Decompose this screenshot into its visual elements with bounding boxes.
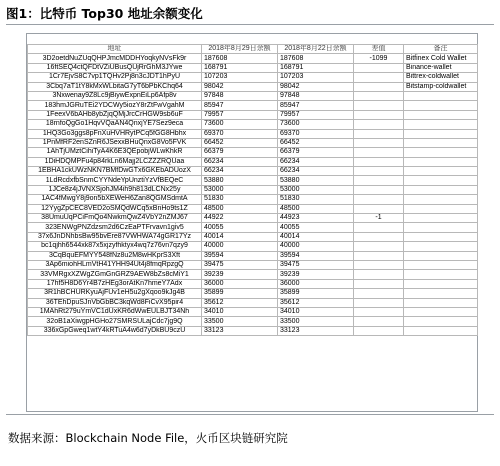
cell-balance-aug29: 66234 [202, 157, 278, 166]
cell-note [404, 270, 478, 279]
table-row [28, 110, 478, 119]
cell-balance-aug29: 34010 [202, 307, 278, 316]
cell-note [404, 157, 478, 166]
cell-balance-aug22: 85947 [278, 101, 354, 110]
cell-note [404, 214, 478, 223]
cell-balance-aug22: 48500 [278, 204, 354, 213]
cell-address: 1DiHDQMPFu4p84rkLn6Majj2LCZZZRQUaa [28, 157, 202, 166]
cell-difference [354, 195, 404, 204]
cell-difference [354, 63, 404, 72]
cell-balance-aug22: 40055 [278, 223, 354, 232]
cell-note [404, 91, 478, 100]
cell-address: 1EBHA1ckUWzNKN7BMfDwGTx6GKEbADUozX [28, 167, 202, 176]
cell-address: 36TEhDpuSJnVbGbBC3kqWd8FiCvX95pir4 [28, 298, 202, 307]
cell-address: 3D2oetdNuZUqQHPJmcMDDHYoqkyNVsFk9r [28, 54, 202, 63]
cell-address: 336xGpGweq1wtY4kRTuA4w6d7yDkBU9czU [28, 326, 202, 335]
cell-difference [354, 326, 404, 335]
header-address: 地址 [28, 45, 202, 54]
cell-address: 1PnMfRF2enSZnR6JSexxBHuQnxG8Vo5FVK [28, 138, 202, 147]
cell-address: 1HQ3Go3ggs8pFnXuHVHRytPCq5fGG8Hbhx [28, 129, 202, 138]
bottom-divider [6, 414, 494, 415]
table-row [28, 138, 478, 147]
cell-balance-aug22: 39594 [278, 251, 354, 260]
cell-address: 1AhTjUMztCihiTyA4K6E3QEpobjWLwKhkR [28, 148, 202, 157]
cell-note [404, 101, 478, 110]
table-row [28, 307, 478, 316]
cell-balance-aug22: 66452 [278, 138, 354, 147]
cell-balance-aug22: 35612 [278, 298, 354, 307]
cell-note [404, 317, 478, 326]
cell-note [404, 223, 478, 232]
cell-balance-aug22: 69370 [278, 129, 354, 138]
table-row [28, 251, 478, 260]
table-row [28, 120, 478, 129]
table-row [28, 73, 478, 82]
cell-difference [354, 204, 404, 213]
table-row [28, 223, 478, 232]
table-row [28, 195, 478, 204]
cell-balance-aug22: 51830 [278, 195, 354, 204]
cell-note [404, 148, 478, 157]
cell-balance-aug22: 53000 [278, 185, 354, 194]
cell-balance-aug22: 40000 [278, 242, 354, 251]
cell-address: 32oB1aXiwgpHGHo27SMRSULajCdc7jg9Q [28, 317, 202, 326]
cell-address: bc1qjhh6544xk87x5xjzyfhktyx4wq7z76vn7qzy9 [28, 242, 202, 251]
cell-balance-aug29: 98042 [202, 82, 278, 91]
cell-balance-aug29: 36000 [202, 279, 278, 288]
header-note: 备注 [404, 45, 478, 54]
cell-balance-aug29: 39475 [202, 260, 278, 269]
cell-balance-aug29: 39239 [202, 270, 278, 279]
cell-balance-aug22: 66234 [278, 167, 354, 176]
cell-difference [354, 260, 404, 269]
top-divider [6, 24, 494, 25]
cell-balance-aug29: 39594 [202, 251, 278, 260]
table-row [28, 148, 478, 157]
cell-note [404, 167, 478, 176]
table-row [28, 298, 478, 307]
table-row [28, 204, 478, 213]
cell-balance-aug29: 53000 [202, 185, 278, 194]
cell-address: 3Nxwenay9Z8Lc9jBiywExpnEiLp6Afp8v [28, 91, 202, 100]
cell-balance-aug29: 33123 [202, 326, 278, 335]
cell-balance-aug29: 66234 [202, 167, 278, 176]
cell-balance-aug29: 97848 [202, 91, 278, 100]
header-balance-aug29: 2018年8月29日余额 [202, 45, 278, 54]
cell-balance-aug22: 39239 [278, 270, 354, 279]
table-row [28, 82, 478, 91]
cell-address: 1Cr7EjvS8C7vp1TQHv2Pj8n3cJDT1hPyU [28, 73, 202, 82]
cell-difference [354, 148, 404, 157]
cell-note [404, 242, 478, 251]
cell-note [404, 185, 478, 194]
cell-balance-aug22: 168791 [278, 63, 354, 72]
cell-difference [354, 129, 404, 138]
cell-address: 323ENWgPNZdzsm2d6CzEaPTFrvavn1giv5 [28, 223, 202, 232]
cell-difference [354, 298, 404, 307]
table-row [28, 176, 478, 185]
source-note: 数据来源：Blockchain Node File，火币区块链研究院 [8, 431, 288, 445]
cell-address: 1AC4fMwgY8j9on5bXEWeH6Zan8QGMSdmtA [28, 195, 202, 204]
cell-address: 183hmJGRuTEi2YDCWy5iozY8rZtFwVgahM [28, 101, 202, 110]
cell-note [404, 232, 478, 241]
table-row [28, 279, 478, 288]
cell-balance-aug22: 187608 [278, 54, 354, 63]
header-balance-aug22: 2018年8月22日余额 [278, 45, 354, 54]
cell-address: 12YygZpCEC8VED2oSMQdWCq5xBnHo9ts1Z [28, 204, 202, 213]
table-row [28, 54, 478, 63]
table-row [28, 129, 478, 138]
cell-balance-aug22: 39475 [278, 260, 354, 269]
cell-difference [354, 270, 404, 279]
cell-difference [354, 73, 404, 82]
cell-note: Bitfinex Cold Wallet [404, 54, 478, 63]
cell-balance-aug29: 40055 [202, 223, 278, 232]
balance-table [27, 44, 478, 336]
cell-note [404, 289, 478, 298]
cell-balance-aug29: 107203 [202, 73, 278, 82]
cell-difference [354, 223, 404, 232]
table-row [28, 260, 478, 269]
cell-note [404, 110, 478, 119]
table-row [28, 167, 478, 176]
cell-note: Bittrex-coldwallet [404, 73, 478, 82]
cell-balance-aug29: 79957 [202, 110, 278, 119]
cell-balance-aug22: 98042 [278, 82, 354, 91]
table-row [28, 317, 478, 326]
cell-difference [354, 138, 404, 147]
cell-difference [354, 82, 404, 91]
cell-balance-aug29: 35612 [202, 298, 278, 307]
cell-balance-aug22: 53880 [278, 176, 354, 185]
cell-note [404, 251, 478, 260]
table-row [28, 214, 478, 223]
cell-balance-aug29: 69370 [202, 129, 278, 138]
cell-difference [354, 110, 404, 119]
cell-balance-aug22: 33123 [278, 326, 354, 335]
cell-difference [354, 251, 404, 260]
cell-note [404, 298, 478, 307]
cell-address: 38UmuUqPCiFmQo4NwkmQwZ4VbY2nZMJ67 [28, 214, 202, 223]
cell-address: 3Ap6miohHLmVtH41YHH94Ut4j8fmqRpzgQ [28, 260, 202, 269]
cell-address: 37x6JnDNhbsBw95bvEre87VWHWA74gGR17Yz [28, 232, 202, 241]
cell-balance-aug29: 66452 [202, 138, 278, 147]
cell-address: 1FeexV6bAHb8ybZjqQMjJrcCrHGW9sb6uF [28, 110, 202, 119]
cell-note [404, 204, 478, 213]
cell-balance-aug22: 40014 [278, 232, 354, 241]
cell-note [404, 138, 478, 147]
cell-note: Bitstamp-coldwallet [404, 82, 478, 91]
cell-balance-aug29: 187608 [202, 54, 278, 63]
cell-address: 33VMRgxXZWgZGmGnGRZ9AEW8bZs8cMiY1 [28, 270, 202, 279]
cell-balance-aug22: 44923 [278, 214, 354, 223]
cell-note [404, 260, 478, 269]
cell-balance-aug22: 36000 [278, 279, 354, 288]
cell-address: 1MAhRt279uYmVC1dUxKR6dWwEULBJT34Nh [28, 307, 202, 316]
table-row [28, 242, 478, 251]
table-row [28, 101, 478, 110]
cell-note [404, 307, 478, 316]
cell-difference [354, 317, 404, 326]
cell-note [404, 279, 478, 288]
cell-difference [354, 120, 404, 129]
table-row [28, 63, 478, 72]
cell-address: 18rnfoQgGo1HqvVQaAN4QnxjYE7Sez9eca [28, 120, 202, 129]
table-row [28, 185, 478, 194]
table-row [28, 326, 478, 335]
cell-address: 1LdRcdxfbSnmCYYNdeYpUnztiYzVfBEQeC [28, 176, 202, 185]
cell-balance-aug29: 53880 [202, 176, 278, 185]
cell-address: 3Cbq7aT1tY8kMxWLbitaG7yT6bPbKChq64 [28, 82, 202, 91]
cell-balance-aug29: 40014 [202, 232, 278, 241]
cell-note [404, 195, 478, 204]
cell-balance-aug29: 44922 [202, 214, 278, 223]
cell-balance-aug29: 85947 [202, 101, 278, 110]
cell-balance-aug22: 79957 [278, 110, 354, 119]
cell-note [404, 326, 478, 335]
cell-balance-aug22: 33500 [278, 317, 354, 326]
header-difference: 差值 [354, 45, 404, 54]
cell-balance-aug22: 66379 [278, 148, 354, 157]
cell-difference [354, 279, 404, 288]
cell-difference [354, 101, 404, 110]
table-row [28, 270, 478, 279]
table-row [28, 289, 478, 298]
cell-balance-aug22: 97848 [278, 91, 354, 100]
cell-difference [354, 176, 404, 185]
cell-note [404, 129, 478, 138]
cell-difference [354, 307, 404, 316]
table-header-row [28, 45, 478, 54]
table-body [28, 54, 478, 336]
cell-note [404, 176, 478, 185]
cell-difference [354, 242, 404, 251]
cell-address: 3R1hBCHURKyuAjFUv1eH5u2gXqoo9kJg4B [28, 289, 202, 298]
cell-difference [354, 91, 404, 100]
table-row [28, 232, 478, 241]
cell-balance-aug22: 34010 [278, 307, 354, 316]
cell-note [404, 120, 478, 129]
cell-balance-aug29: 33500 [202, 317, 278, 326]
cell-difference: -1099 [354, 54, 404, 63]
cell-address: 16ftSEQ4ctQFDtVZiUBusQUjRrGhM3JYwe [28, 63, 202, 72]
table-row [28, 91, 478, 100]
cell-address: 1JCe8z4jJVNXSjohJM4ih9h813dLCNx25y [28, 185, 202, 194]
cell-balance-aug29: 35899 [202, 289, 278, 298]
table-row [28, 157, 478, 166]
cell-balance-aug29: 40000 [202, 242, 278, 251]
cell-difference [354, 185, 404, 194]
cell-balance-aug29: 51830 [202, 195, 278, 204]
cell-balance-aug29: 73600 [202, 120, 278, 129]
cell-balance-aug29: 168791 [202, 63, 278, 72]
cell-balance-aug29: 48500 [202, 204, 278, 213]
cell-balance-aug22: 73600 [278, 120, 354, 129]
cell-balance-aug22: 66234 [278, 157, 354, 166]
cell-balance-aug22: 35899 [278, 289, 354, 298]
cell-difference [354, 167, 404, 176]
cell-difference [354, 289, 404, 298]
cell-balance-aug22: 107203 [278, 73, 354, 82]
cell-note: Binance-wallet [404, 63, 478, 72]
figure-title: 图1：比特币 Top30 地址余额变化 [6, 6, 203, 21]
cell-difference: -1 [354, 214, 404, 223]
cell-address: 17hf5H8D6Yr4B7zHEg3orAtKn7hmeY7Adx [28, 279, 202, 288]
cell-balance-aug29: 66379 [202, 148, 278, 157]
cell-address: 3CqBquEFMYY548fNz8u2M8wHKprS3Xft [28, 251, 202, 260]
cell-difference [354, 232, 404, 241]
cell-difference [354, 157, 404, 166]
table-frame [26, 33, 478, 412]
